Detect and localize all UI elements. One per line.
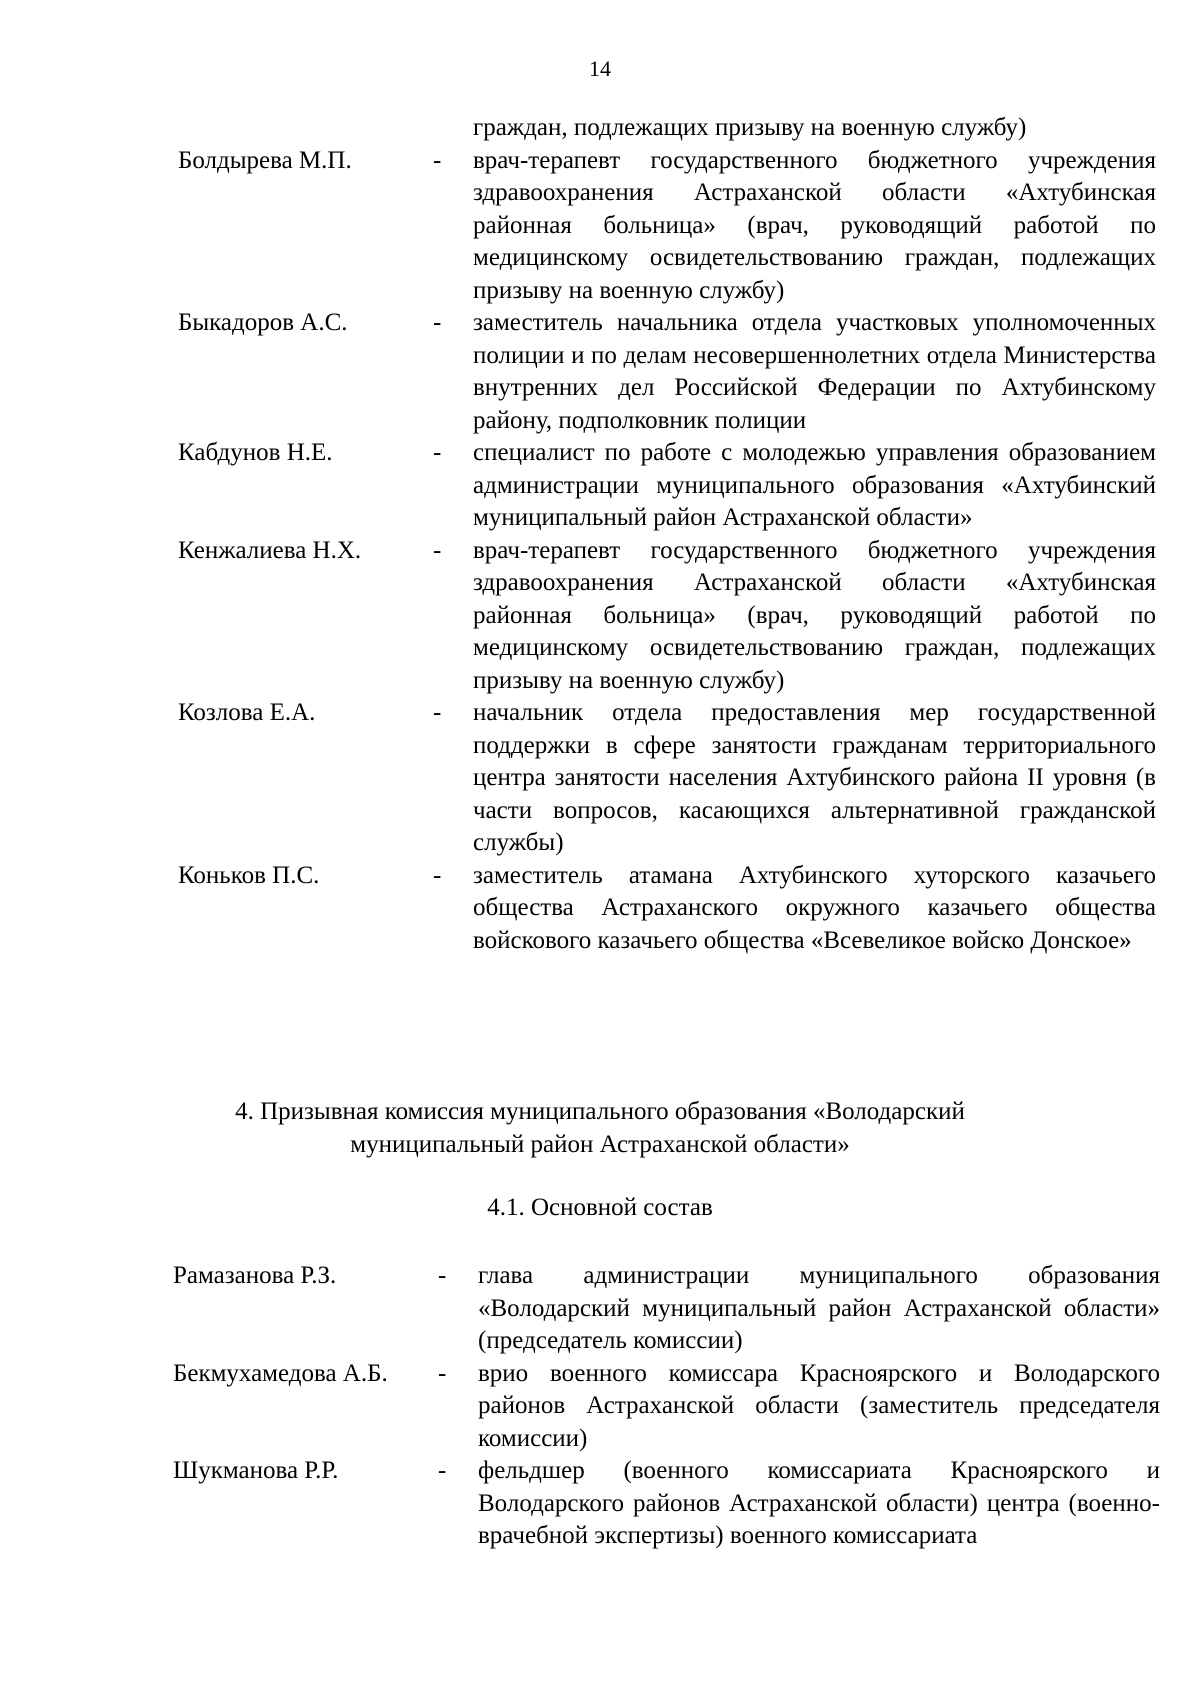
member-list-part1	[178, 112, 1156, 957]
member-dash: -	[438, 1359, 447, 1387]
member-dash: -	[433, 861, 442, 889]
section-heading-line2: муниципальный район Астраханской области»	[350, 1130, 850, 1158]
member-name: Шукманова Р.Р.	[173, 1457, 339, 1484]
member-description: заместитель начальника отдела участковых уполномоченных полиции и по делам несовершеннолетних отдела Министерства внутренних дел Российской Федерации по Ахтубинскому району, подполковник полиции	[473, 309, 1156, 434]
member-row	[178, 145, 1156, 308]
member-description: фельдшер (военного комиссариата Красноярского и Володарского районов Астраханской области) центра (военно-врачебной экспертизы) военного комиссариата	[478, 1457, 1160, 1549]
member-dash: -	[433, 309, 442, 336]
member-row	[178, 437, 1156, 535]
subsection-heading: 4.1. Основной состав	[487, 1194, 713, 1221]
page-number: 14	[589, 56, 611, 81]
member-description: глава администрации муниципального образования «Володарский муниципальный район Астраханской области» (председатель комиссии)	[478, 1262, 1160, 1354]
member-description: врио военного комиссара Красноярского и Володарского районов Астраханской области (заместитель председателя комиссии)	[478, 1359, 1160, 1452]
member-dash: -	[433, 146, 442, 174]
member-description: врач-терапевт государственного бюджетного учреждения здравоохранения Астраханской области «Ахтубинская районная больница» (врач, руководящий работой по медицинскому освидетельствованию граждан, подлежащих призыву на военную службу)	[473, 536, 1156, 694]
member-row	[178, 535, 1156, 698]
member-name: Козлова Е.А.	[178, 699, 316, 726]
member-name: Бекмухамедова А.Б.	[173, 1359, 388, 1387]
member-name: Рамазанова Р.З.	[173, 1262, 337, 1289]
member-row	[173, 1455, 1160, 1553]
member-description: специалист по работе с молодежью управления образованием администрации муниципального образования «Ахтубинский муниципальный район Астраханской области»	[473, 439, 1156, 531]
member-description: заместитель атамана Ахтубинского хуторского казачьего общества Астраханского окружного казачьего общества войскового казачьего общества «Всевеликое войско Донское»	[473, 861, 1156, 954]
member-name: Болдырева М.П.	[178, 146, 352, 174]
member-dash: -	[438, 1262, 447, 1289]
member-dash: -	[438, 1457, 447, 1484]
member-dash: -	[433, 536, 442, 564]
member-name: Коньков П.С.	[178, 861, 320, 889]
member-row	[178, 307, 1156, 437]
member-description: врач-терапевт государственного бюджетного учреждения здравоохранения Астраханской области «Ахтубинская районная больница» (врач, руководящий работой по медицинскому освидетельствованию граждан, подлежащих призыву на военную службу)	[473, 146, 1156, 304]
continuation-text: граждан, подлежащих призыву на военную службу)	[473, 114, 1027, 141]
member-list-part2	[173, 1260, 1160, 1553]
section-heading	[0, 1096, 1200, 1161]
member-name: Кенжалиева Н.Х.	[178, 536, 362, 564]
member-dash: -	[433, 699, 442, 726]
member-name: Быкадоров А.С.	[178, 309, 348, 336]
member-row	[173, 1260, 1160, 1358]
member-row	[178, 697, 1156, 860]
member-description: начальник отдела предоставления мер государственной поддержки в сфере занятости гражданам территориального центра занятости населения Ахтубинского района II уровня (в части вопросов, касающихся альтернативной гражданской службы)	[473, 699, 1156, 856]
member-name: Кабдунов Н.Е.	[178, 439, 333, 466]
member-row	[173, 1358, 1160, 1456]
member-dash: -	[433, 439, 442, 466]
member-row	[178, 860, 1156, 958]
section-heading-line1: 4. Призывная комиссия муниципального образования «Володарский	[235, 1098, 965, 1125]
